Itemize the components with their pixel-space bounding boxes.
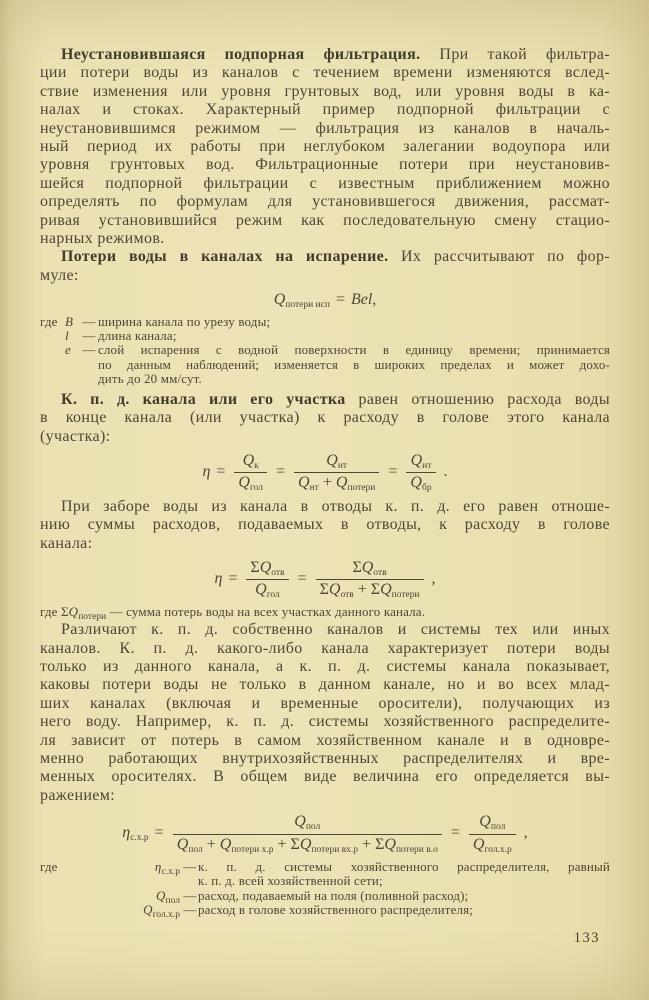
equals-sign: = [335,291,345,309]
term-q-gol: $Q_{гол}$ [255,581,280,601]
formula-canal-efficiency [40,452,610,493]
text-line: него воду. Например, к. п. д. системы хозяйственного распределите- [40,713,610,731]
paragraph-lines [40,267,610,285]
paragraph-offtake-efficiency [40,498,610,553]
paragraph-lines [40,64,610,248]
text-line: к. п. д. всей хозяйственной сети; [198,873,383,889]
where-label: где [40,858,58,874]
period: . [443,463,448,481]
term-q-br: $Q_{бр}$ [410,474,432,494]
term-sum-q-otv: $\Sigma Q_{отв}$ [250,558,285,578]
term-q-nt: $Q_{нт}$ [298,474,319,494]
fraction-bar [294,472,379,473]
comma: , [431,570,436,588]
formula-evaporation [40,291,610,309]
paragraph-system-efficiency [40,621,610,805]
text-line: ших каналах (включая и временные оросители), получающих из [40,694,610,712]
definition-list-evaporation [40,315,610,387]
fraction-denominator [251,581,284,599]
text-line: дить до 20 мм/сут. [98,371,202,387]
paragraph-lead-bold: Потери воды в каналах на испарение. [61,248,389,266]
text-line [40,46,610,64]
term-sum-q-poteri: $\Sigma Q_{потери}$ [60,603,107,622]
term-eta-shr: $\eta_{с.х.р}$ [122,824,149,844]
term-sum-q-poteri-vhr: $\Sigma Q_{потери вх.р}$ [290,835,359,855]
where-spacer [40,329,65,343]
dash: — [109,603,123,619]
text-line: шейся подпорной фильтрации с известным приближением можно [40,174,610,192]
fraction-denominator [173,836,442,854]
text-line: ный период их работы при неглубоком залегании водоупора или [40,138,610,156]
text-line: в конце канала (или участка) к расходу в голове этого канала [40,409,610,427]
dash: — [183,887,197,903]
term-b: B [65,313,74,329]
equals-sign: = [297,570,307,588]
text-line [40,391,610,409]
paragraph-lines [40,621,610,805]
plus-sign: + [322,474,332,492]
fraction-qnt-sum [294,452,379,493]
fraction-denominator [234,474,267,492]
definition-list-distributor [40,858,610,921]
page-content [40,46,610,921]
term-q-nt: $Q_{нт}$ [410,451,432,471]
where-label: где [40,603,58,619]
term-eta-shr: $\eta_{с.х.р}$ [154,858,180,877]
fraction-numerator [348,559,390,577]
fraction-qnt-qbr [406,452,435,493]
definition-text [198,903,610,917]
equals-sign: = [228,570,238,588]
definition-text [98,343,610,386]
equals-sign: = [450,824,460,842]
note-sum-losses [40,603,610,622]
definition-text [198,860,610,889]
text-line: каналов. К. п. д. какого-либо канала характеризует потери воды [40,639,610,657]
fraction-numerator [290,813,324,831]
definition-text [98,315,610,329]
term-q-poteri: $Q_{потери}$ [335,474,376,494]
fraction-bar [316,579,424,580]
plus-sign: + [362,835,372,853]
term-q-pol: $Q_{пол}$ [176,835,203,855]
fraction-qk-qgol [234,452,267,493]
fraction-denominator [406,474,435,492]
definition-row [40,860,610,889]
text-line: налах и стоках. Характерный пример подпорной фильтрации с [40,101,610,119]
definition-row [40,315,610,329]
paragraph-lines [40,498,610,553]
fraction-numerator [475,813,509,831]
fraction-bar [406,472,435,473]
term-q-gol-hr: $Q_{гол.х.р}$ [472,835,512,855]
dash: — [82,342,96,358]
term-l: l [65,328,69,344]
term-q-poteri-hr: $Q_{потери х.р}$ [219,835,274,855]
text-line: муле: [40,266,79,284]
text-line: ции потери воды из каналов с течением времени изменяются вслед- [40,64,610,82]
formula-offtake-efficiency [40,559,610,600]
text-line: неустановившимся режимом — фильтрация из каналов в началь- [40,119,610,137]
paragraph-canal-efficiency [40,391,610,446]
text-line: (участка): [40,427,111,445]
where-label: где [40,313,58,329]
text-line: менных оросителях. В общем виде величина его определяется вы- [40,768,610,786]
paragraph-lines [40,409,610,446]
paragraph-lead-bold: К. п. д. канала или его участка [61,390,346,408]
fraction-numerator [407,452,436,470]
text-line: Различают к. п. д. собственно каналов и системы тех или иных [61,621,610,639]
equals-sign: = [216,463,226,481]
term-q-k: $Q_к$ [242,451,259,471]
fraction-numerator [246,559,288,577]
text-line: определять по формулам для установившегося движения, рассмат- [40,193,610,211]
fraction-sum-qotv-sum [316,559,424,600]
page-number: 133 [573,930,600,946]
formula-distributor-efficiency [40,813,610,854]
where-spacer [40,343,65,386]
dash: — [82,328,96,344]
eta-symbol: η [202,463,211,481]
equals-sign: = [276,463,286,481]
text-line: ражением: [40,786,115,804]
dash: — [183,858,197,874]
fraction-qpol-qgolhr [469,813,516,854]
fraction-denominator [316,581,424,599]
definition-text: сумма потерь воды на всех участках данного канала. [126,603,426,619]
text-line: При заборе воды из канала в отводы к. п. д. его равен отноше- [61,497,610,515]
fraction-denominator [294,474,379,492]
paragraph-unsteady-filtration [40,46,610,248]
text-line: по данным наблюдений; изменяется в широких пределах и может дохо- [98,356,610,372]
term-sum-q-otv: $\Sigma Q_{отв}$ [352,558,387,578]
term-q-pol: $Q_{пол}$ [479,813,506,833]
text-line: слой испарения с водной поверхности в единицу времени; принимается [98,342,610,358]
paragraph-lead-rest: Их рассчитывают по фор- [388,248,610,266]
fraction-sum-qotv-qgol [246,559,288,600]
definition-row [40,902,610,921]
dash: — [183,902,197,918]
text-line: ривая установившийся режим как последовательную смену стацио- [40,211,610,229]
fraction-denominator [469,836,516,854]
text-line: нарных режимов. [40,230,165,248]
term-q-gol-hr: $Q_{гол.х.р}$ [143,902,180,921]
fraction-bar [469,834,516,835]
comma: , [372,291,377,309]
paragraph-lead-rest: равен отношению расхода воды [345,390,610,408]
text-line: нию суммы расходов, подаваемых в отводы, к расходу в голове [40,516,610,534]
comma: , [523,824,528,842]
fraction-bar [246,579,288,580]
plus-sign: + [206,835,216,853]
text-line: канала: [40,534,93,552]
dash: — [82,313,96,329]
definition-row [40,329,610,343]
paragraph-lead-bold: Неустановившаяся подпорная фильтрация. [61,46,421,63]
equals-sign: = [154,824,164,842]
text-line: расход в голове хозяйственного распределителя; [198,902,474,918]
definition-text [98,329,610,343]
equals-sign: = [388,463,398,481]
text-line: расход, подаваемый на поля (поливной расход); [198,887,469,903]
fraction-qpol-losses [173,813,442,854]
term-q-pol: $Q_{пол}$ [156,887,180,906]
term-q-pol: $Q_{пол}$ [294,813,321,833]
definition-text [198,889,610,903]
text-line: каковы потери воды не только в данном канале, но и во всех млад- [40,676,610,694]
where-spacer [40,903,70,917]
fraction-numerator [239,452,263,470]
term-q-poteri-isp: $Q_{потери исп}$ [273,291,330,311]
term-q-gol: $Q_{гол}$ [238,474,263,494]
text-line: к. п. д. системы хозяйственного распределителя, равный [198,858,610,874]
text-line: ля зависит от потерь в самом хозяйственном канале и в одновре- [40,731,610,749]
text-line: менно работающих внутрихозяйственных распределителях и вре- [40,749,610,767]
text-line: только из данного канала, а к. п. д. системы канала показывает, [40,657,610,675]
term-sum-q-otv: $\Sigma Q_{отв}$ [319,581,354,601]
term-sum-q-poteri-vo: $\Sigma Q_{потери в.о}$ [375,835,438,855]
term-q-nt: $Q_{нт}$ [326,451,348,471]
text-line: ширина канала по урезу воды; [98,313,271,329]
definition-row [40,887,610,906]
where-spacer [40,889,70,903]
plus-sign: + [357,581,367,599]
text-line [40,248,610,266]
text-line: длина канала; [98,328,177,344]
text-line: ствие изменения или уровня грунтовых вод, или уровня воды в ка- [40,82,610,100]
fraction-bar [173,834,442,835]
paragraph-lead-rest: При такой фильтра- [420,46,610,63]
eta-symbol: η [214,570,223,588]
fraction-numerator [322,452,351,470]
term-bel: Bel [350,291,373,309]
paragraph-evaporation-losses [40,248,610,285]
term-sum-q-poteri: $\Sigma Q_{потери}$ [370,581,420,601]
fraction-bar [234,472,267,473]
text-line: уровня грунтовых вод. Фильтрационные потери при неустановив- [40,156,610,174]
term-e: e [65,342,71,358]
definition-row [40,343,610,386]
plus-sign: + [277,835,287,853]
